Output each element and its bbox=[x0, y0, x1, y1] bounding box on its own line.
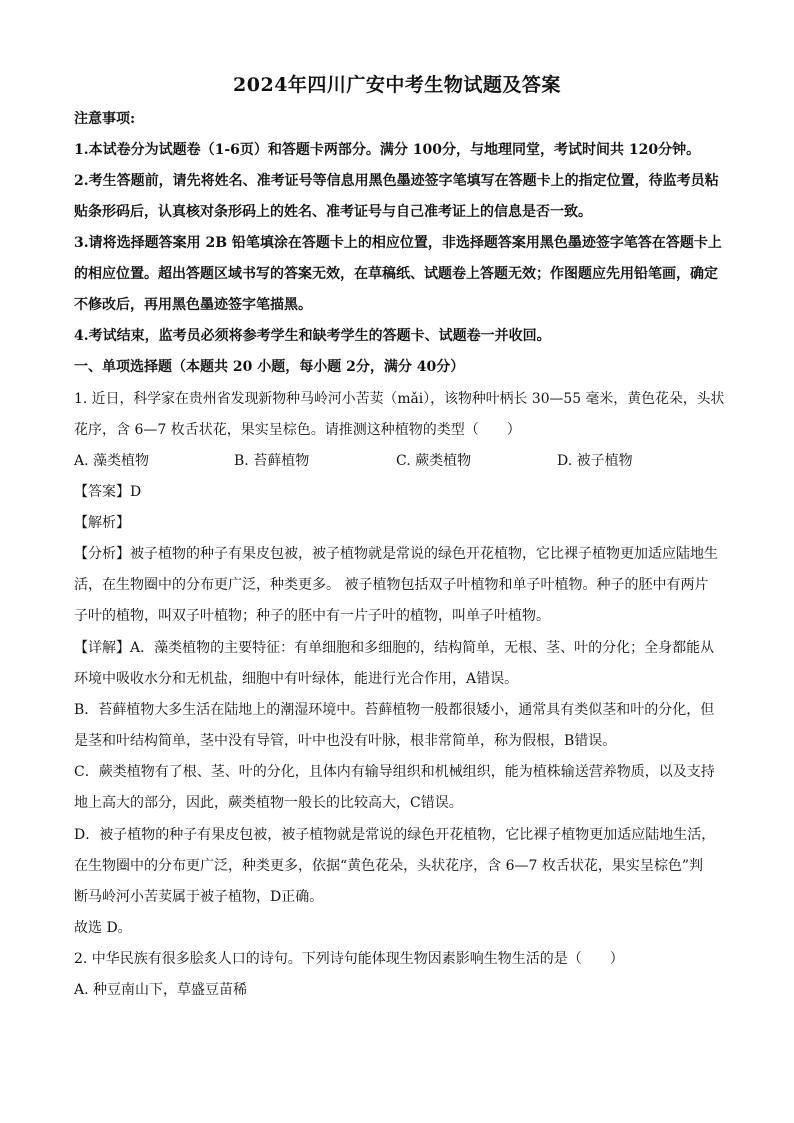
question-1-option-c: C. 蕨类植物 bbox=[396, 453, 472, 469]
answer-label: 【答案】D bbox=[74, 484, 142, 500]
page-title: 2024年四川广安中考生物试题及答案 bbox=[233, 74, 561, 96]
explanation-line: 是茎和叶结构简单，茎中没有导管，叶中也没有叶脉，根非常简单，称为假根，B错误。 bbox=[74, 733, 617, 749]
explanation-line: C．蕨类植物有了根、茎、叶的分化，且体内有输导组织和机械组织，能为植株输送营养物质，以及支持 bbox=[74, 764, 715, 780]
question-2-option-a: A. 种豆南山下，草盛豆苗稀 bbox=[74, 982, 248, 998]
notice-line: 的相应位置。超出答题区域书写的答案无效，在草稿纸、试题卷上答题无效；作图题应先用铅笔画，确定 bbox=[74, 266, 718, 282]
notice-line: 3.请将选择题答案用 2B 铅笔填涂在答题卡上的相应位置，非选择题答案用黑色墨迹签字笔答在答题卡上 bbox=[74, 235, 722, 251]
question-2-stem: 2. 中华民族有很多脍炙人口的诗句。下列诗句能体现生物因素影响生物生活的是（ ） bbox=[74, 951, 624, 967]
question-1-option-a: A. 藻类植物 bbox=[74, 453, 150, 469]
explanation-line: 故选 D。 bbox=[74, 920, 132, 936]
explanation-line: D．被子植物的种子有果皮包被，被子植物就是常说的绿色开花植物，它比裸子植物更加适应陆地生活， bbox=[74, 827, 716, 843]
explanation-line: 子叶的植物，叫双子叶植物；种子的胚中有一片子叶的植物，叫单子叶植物。 bbox=[74, 608, 550, 624]
question-1-option-b: B. 苔藓植物 bbox=[234, 453, 310, 469]
notice-line: 1.本试卷分为试题卷（1-6页）和答题卡两部分。满分 100分，与地理同堂，考试时间共 120分钟。 bbox=[74, 142, 701, 158]
question-1-stem: 1. 近日，科学家在贵州省发现新物种马岭河小苦荬（mǎi），该物种叶柄长 30—55 毫米，黄色花朵，头状 bbox=[74, 391, 725, 407]
question-1-option-d: D. 被子植物 bbox=[557, 453, 633, 469]
question-1-stem: 花序，含 6—7 枚舌状花，果实呈棕色。请推测这种植物的类型（ ） bbox=[74, 422, 521, 438]
notice-line: 4.考试结束，监考员必须将参考学生和缺考学生的答题卡、试题卷一并收回。 bbox=[74, 328, 551, 344]
notice-line: 贴条形码后，认真核对条形码上的姓名、准考证号与自己准考证上的信息是否一致。 bbox=[74, 204, 592, 220]
explanation-line: 地上高大的部分，因此，蕨类植物一般长的比较高大，C错误。 bbox=[74, 795, 463, 811]
notice-heading: 注意事项: bbox=[74, 111, 136, 127]
explanation-line: 活，在生物圈中的分布更广泛，种类更多。 被子植物包括双子叶植物和单子叶植物。种子的胚中有两片 bbox=[74, 577, 709, 593]
explanation-line: 【详解】A．藻类植物的主要特征：有单细胞和多细胞的，结构简单，无根、茎、叶的分化；全身都能从 bbox=[74, 640, 715, 656]
analysis-label: 【解析】 bbox=[74, 515, 130, 531]
notice-line: 不修改后，再用黑色墨迹签字笔描黑。 bbox=[74, 297, 312, 313]
section-heading: 一、单项选择题（本题共 20 小题，每小题 2分，满分 40分） bbox=[74, 359, 465, 375]
explanation-line: 环境中吸收水分和无机盐，细胞中有叶绿体，能进行光合作用，A错误。 bbox=[74, 671, 519, 687]
explanation-line: 在生物圈中的分布更广泛，种类更多，依据“黄色花朵，头状花序，含 6—7 枚舌状花，果实呈棕色”判 bbox=[74, 858, 704, 874]
explanation-line: 【分析】被子植物的种子有果皮包被，被子植物就是常说的绿色开花植物，它比裸子植物更加适应陆地生 bbox=[74, 546, 718, 562]
explanation-line: B．苔藓植物大多生活在陆地上的潮湿环境中。苔藓植物一般都很矮小，通常具有类似茎和叶的分化，但 bbox=[74, 702, 715, 718]
notice-line: 2.考生答题前，请先将姓名、准考证号等信息用黑色墨迹签字笔填写在答题卡上的指定位置，待监考员粘 bbox=[74, 173, 719, 189]
explanation-line: 断马岭河小苦荬属于被子植物，D正确。 bbox=[74, 889, 324, 905]
